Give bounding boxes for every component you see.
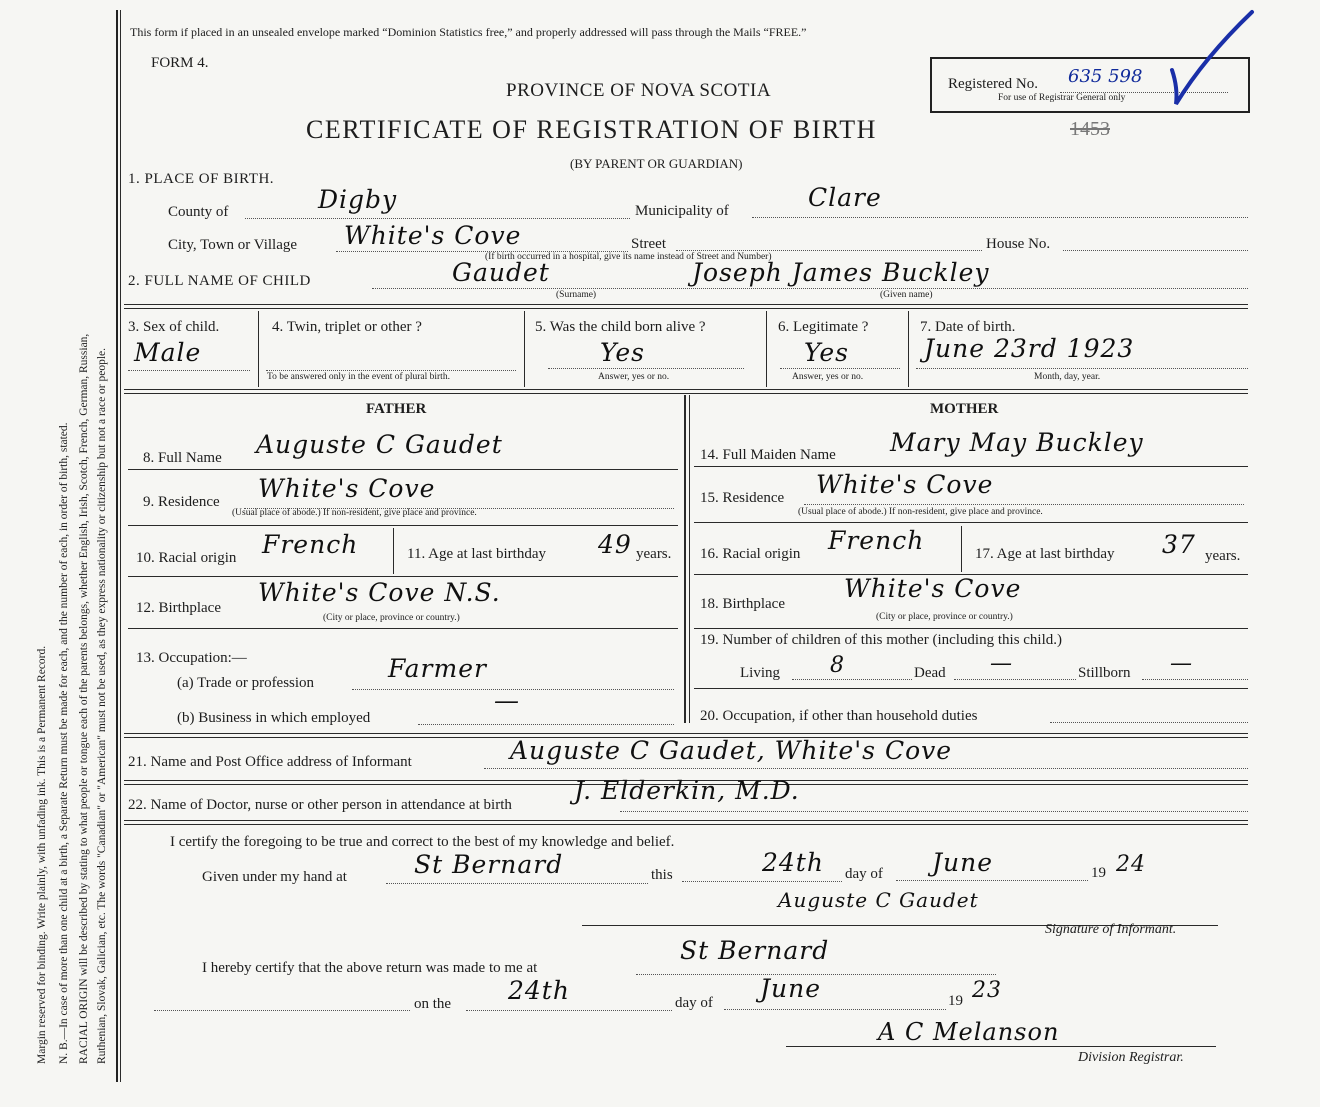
registrar-day-line [466,1010,672,1011]
given-place-line [386,883,648,884]
father-residence-rule [128,525,678,526]
legitimate-label: 6. Legitimate ? [778,319,869,335]
county-value: Digby [318,185,398,214]
house-number-label: House No. [986,236,1051,252]
registrar-year-prefix: 19 [948,993,963,1009]
father-birthplace-note: (City or place, province or country.) [323,613,460,623]
father-name-rule [128,469,678,470]
living-value: 8 [830,653,845,678]
child-name-line [372,288,1248,289]
legitimate-note: Answer, yes or no. [792,372,864,382]
registered-number: 635 598 [1068,66,1143,87]
mother-residence-line [804,504,1244,505]
city-label: City, Town or Village [168,237,298,253]
doctor-label: 22. Name of Doctor, nurse or other person in attendance at birth [128,797,512,813]
father-racial-value: French [262,530,359,559]
margin-note-racial-origin: RACIAL ORIGIN will be described by stating to what people or tongue each of the parents belongs, whether English, Irish, Scotch, French, German, Russian, [78,333,90,1064]
given-day-line [682,881,842,882]
informant-signature-caption: Signature of Informant. [1045,922,1177,937]
mother-children-rule [694,688,1248,689]
sex-line [128,370,250,371]
registrar-day-value: 24th [508,976,570,1005]
check-mark-icon [1164,8,1264,108]
on-the-label: on the [414,996,452,1012]
mother-racial-label: 16. Racial origin [700,546,801,562]
registrar-month-line [724,1009,946,1010]
mother-birthplace-label: 18. Birthplace [700,596,785,612]
informant-value: Auguste C Gaudet, White's Cove [510,736,953,765]
date-of-birth-note: Month, day, year. [1034,372,1101,382]
father-birthplace-rule [128,628,678,629]
informant-signature: Auguste C Gaudet [778,888,979,912]
father-business-line [418,724,674,725]
registrar-day-of-label: day of [675,995,713,1011]
registrar-use-note: For use of Registrar General only [998,93,1126,103]
child-name-label: 2. FULL NAME OF CHILD [128,273,311,289]
living-label: Living [740,665,780,681]
legitimate-value: Yes [804,338,849,367]
informant-label: 21. Name and Post Office address of Informant [128,754,412,770]
father-racial-label: 10. Racial origin [136,550,237,566]
born-alive-label: 5. Was the child born alive ? [535,319,706,335]
twin-note: To be answered only in the event of plural birth. [267,372,450,382]
form-number: FORM 4. [151,55,209,71]
dead-line [954,679,1076,680]
registrar-statement: I hereby certify that the above return was made to me at [202,960,538,976]
margin-note-binding: Margin reserved for binding. Write plainly, with unfading ink. This is a Permanent Record. [36,645,48,1064]
registrar-year-suffix: 23 [972,978,1002,1003]
child-given-name-value: Joseph James Buckley [692,258,990,287]
municipality-value: Clare [808,183,882,212]
mother-age-value: 37 [1162,530,1196,559]
born-alive-line [548,368,744,369]
mother-birthplace-rule [694,628,1248,629]
mother-years-label: years. [1205,548,1241,564]
mother-birthplace-note: (City or place, province or country.) [876,612,1013,622]
given-year-prefix: 19 [1091,865,1106,881]
hospital-note: (If birth occurred in a hospital, give its name instead of Street and Number) [485,252,772,262]
father-age-label: 11. Age at last birthday [407,546,546,562]
child-surname-value: Gaudet [452,258,550,287]
stillborn-line [1142,679,1248,680]
father-trade-label: (a) Trade or profession [177,675,315,691]
this-label: this [651,867,673,883]
registrar-on-line [154,1010,410,1011]
father-years-label: years. [636,546,672,562]
mother-name-rule [694,466,1248,467]
row3-sep3 [766,311,767,387]
mother-racial-value: French [828,526,925,555]
given-day-value: 24th [762,848,824,877]
father-name-value: Auguste C Gaudet [256,430,503,459]
registrar-signature-caption: Division Registrar. [1078,1050,1184,1065]
dead-label: Dead [914,665,946,681]
father-age-value: 49 [598,530,632,559]
place-of-birth-heading: 1. PLACE OF BIRTH. [128,171,275,187]
father-trade-value: Farmer [388,654,487,683]
certificate-subtitle: (BY PARENT OR GUARDIAN) [570,156,743,171]
parents-column-divider [684,395,686,723]
street-label: Street [631,236,666,252]
parents-column-divider-inner [689,395,690,723]
divider-before-certification [124,820,1248,825]
born-alive-value: Yes [600,338,645,367]
given-name-caption: (Given name) [880,290,933,300]
mother-residence-rule [694,522,1248,523]
sex-value: Male [134,338,202,367]
doctor-value: J. Elderkin, M.D. [574,776,800,805]
margin-note-multiple-births: N. B.—In case of more than one child at a birth, a Separate Return must be made for each, and the number of each, in order of birth, stated. [58,422,70,1064]
mother-children-label: 19. Number of children of this mother (including this child.) [700,632,1063,648]
mother-occupation-line [1050,722,1248,723]
margin-rule-inner [120,10,121,1082]
born-alive-note: Answer, yes or no. [598,372,670,382]
father-birthplace-value: White's Cove N.S. [258,578,501,607]
given-month-value: June [932,848,994,877]
province-heading: PROVINCE OF NOVA SCOTIA [506,80,772,101]
twin-line [266,370,516,371]
row3-sep1 [258,311,259,387]
registrar-month-value: June [760,974,822,1003]
legitimate-line [780,368,900,369]
given-month-line [896,880,1088,881]
father-business-value: — [494,686,520,715]
municipality-line [752,217,1248,218]
doctor-line [620,811,1248,812]
father-racial-sep [393,528,394,574]
row3-sep2 [524,311,525,387]
father-name-label: 8. Full Name [143,450,222,466]
mother-name-label: 14. Full Maiden Name [700,447,836,463]
date-of-birth-value: June 23rd 1923 [924,334,1135,363]
stillborn-label: Stillborn [1078,665,1131,681]
mother-birthplace-value: White's Cove [844,574,1022,603]
mail-notice: This form if placed in an unsealed envelope marked “Dominion Statistics free,” and properly addressed will pass through the Mails “FREE.” [130,25,807,39]
row3-sep4 [908,311,909,387]
date-of-birth-line [916,368,1248,369]
margin-rule [116,10,118,1082]
county-line [245,218,630,219]
father-racial-rule [128,576,678,577]
sex-label: 3. Sex of child. [128,319,220,335]
certificate-title: CERTIFICATE OF REGISTRATION OF BIRTH [306,115,877,144]
registrar-place-value: St Bernard [680,936,830,965]
house-number-line [1063,250,1248,251]
stillborn-value: — [1170,651,1193,676]
father-occupation-label: 13. Occupation:— [136,650,247,666]
mother-occupation-label: 20. Occupation, if other than household duties [700,708,978,724]
mother-heading: MOTHER [930,401,999,417]
given-day-of-label: day of [845,866,883,882]
given-year-suffix: 24 [1116,852,1146,877]
father-residence-note: (Usual place of abode.) If non-resident, give place and province. [232,508,477,518]
city-value: White's Cove [344,221,522,250]
mother-residence-value: White's Cove [816,470,994,499]
certification-statement: I certify the foregoing to be true and correct to the best of my knowledge and belief. [170,834,675,850]
date-of-birth-label: 7. Date of birth. [920,319,1016,335]
county-label: County of [168,204,229,220]
father-residence-value: White's Cove [258,474,436,503]
father-heading: FATHER [366,401,427,417]
mother-age-label: 17. Age at last birthday [975,546,1115,562]
registered-label: Registered No. [948,76,1038,92]
mother-residence-note: (Usual place of abode.) If non-resident, give place and province. [798,507,1043,517]
living-line [792,679,912,680]
dead-value: — [990,651,1013,676]
father-residence-label: 9. Residence [143,494,220,510]
father-business-label: (b) Business in which employed [177,710,371,726]
given-under-hand-label: Given under my hand at [202,869,347,885]
margin-note-racial-origin-cont: Ruthenian, Slovak, Galician, etc. The words "Canadian" or "American" must not be used, as they express nationality or citizenship but not a race or people. [96,347,108,1064]
mother-racial-sep [961,526,962,572]
street-line [676,250,982,251]
surname-caption: (Surname) [556,290,597,300]
divider-after-name [124,304,1248,309]
father-birthplace-label: 12. Birthplace [136,600,221,616]
registrar-signature-line [786,1046,1216,1047]
informant-line [484,768,1248,769]
mother-name-value: Mary May Buckley [890,428,1144,457]
given-place-value: St Bernard [414,850,564,879]
mother-residence-label: 15. Residence [700,490,785,506]
divider-before-parents [124,389,1248,394]
registrar-signature: A C Melanson [878,1018,1060,1046]
municipality-label: Municipality of [635,203,729,219]
twin-label: 4. Twin, triplet or other ? [272,319,422,335]
stamp-mark: 1453 [1070,118,1110,140]
